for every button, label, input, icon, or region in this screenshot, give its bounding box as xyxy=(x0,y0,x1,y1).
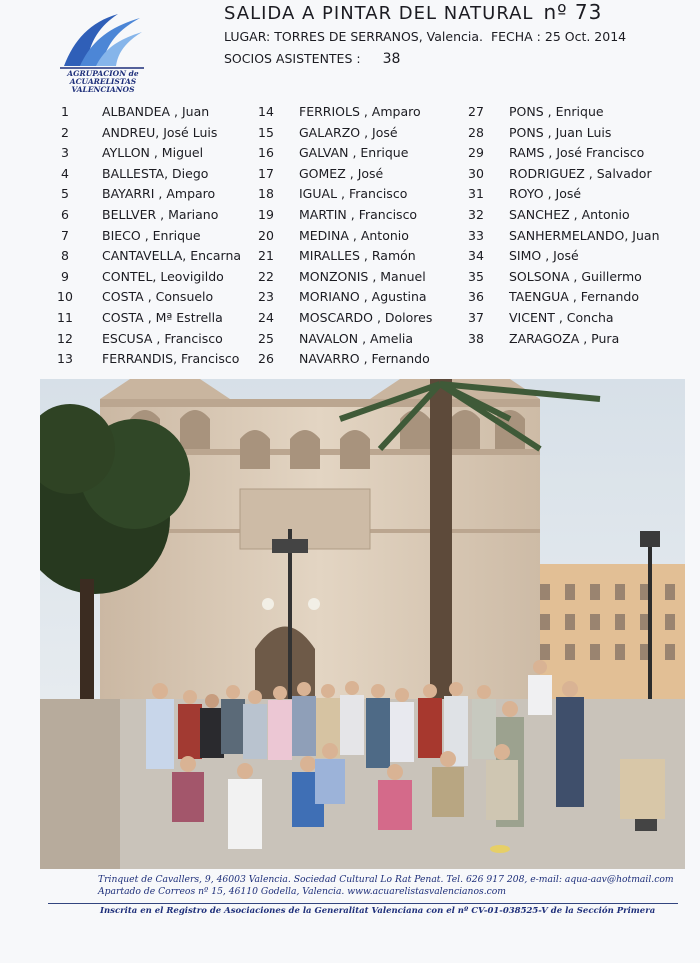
member-number: 11 xyxy=(57,310,73,325)
member-name: ESCUSA , Francisco xyxy=(102,330,223,346)
member-name: COSTA , Mª Estrella xyxy=(102,310,223,325)
member-name: MIRALLES , Ramón xyxy=(299,248,416,264)
member-name: FERRIOLS , Amparo xyxy=(299,104,421,119)
member-name: ZARAGOZA , Pura xyxy=(509,330,620,346)
attendees-label: SOCIOS ASISTENTES : xyxy=(224,51,361,66)
attendees-line xyxy=(224,51,400,67)
footer-divider xyxy=(48,903,678,904)
member-name: ANDREU, José Luis xyxy=(102,124,218,140)
member-name: ROYO , José xyxy=(509,186,582,202)
member-number: 13 xyxy=(57,351,73,367)
member-number: 34 xyxy=(468,248,484,264)
member-number: 2 xyxy=(61,124,69,140)
member-number: 1 xyxy=(61,104,69,119)
member-name: MONZONIS , Manuel xyxy=(299,268,426,284)
member-name: CONTEL, Leovigildo xyxy=(102,268,224,284)
member-name: BELLVER , Mariano xyxy=(102,207,219,222)
member-name: SIMO , José xyxy=(509,248,579,264)
member-name: COSTA , Consuelo xyxy=(102,289,214,305)
member-number: 30 xyxy=(468,165,484,181)
member-number: 16 xyxy=(258,145,274,161)
page-title xyxy=(224,0,602,24)
member-number: 21 xyxy=(258,248,274,264)
member-number: 10 xyxy=(57,289,73,305)
member-number: 20 xyxy=(258,227,274,243)
member-name: RODRIGUEZ , Salvador xyxy=(509,165,652,181)
address-line: Trinquet de Cavallers, 9, 46003 Valencia. Sociedad Cultural Lo Rat Penat. Tel. 626 917 208, e-mail: aqua-aav@hotmail.com xyxy=(98,874,674,885)
date-text: FECHA : 25 Oct. 2014 xyxy=(490,29,627,44)
member-number: 4 xyxy=(61,165,69,181)
member-number: 27 xyxy=(468,104,484,119)
member-number: 18 xyxy=(258,186,274,202)
member-number: 24 xyxy=(258,310,274,325)
member-number: 29 xyxy=(468,145,484,161)
member-name: MEDINA , Antonio xyxy=(299,227,409,243)
member-number: 33 xyxy=(468,227,484,243)
logo-line: VALENCIANOS xyxy=(71,85,135,94)
member-number: 3 xyxy=(61,145,69,161)
location-line xyxy=(224,29,626,44)
member-number: 38 xyxy=(468,330,484,346)
member-name: MOSCARDO , Dolores xyxy=(299,310,433,325)
member-name: BALLESTA, Diego xyxy=(102,165,209,181)
registry-line: Inscrita en el Registro de Asociaciones de la Generalitat Valenciana con el nº CV-01-038525-V de la Sección Primera xyxy=(100,906,656,916)
member-number: 26 xyxy=(258,351,274,367)
member-number: 36 xyxy=(468,289,484,305)
member-number: 6 xyxy=(61,207,69,222)
member-name: FERRANDIS, Francisco xyxy=(102,351,240,367)
member-name: ALBANDEA , Juan xyxy=(102,104,210,119)
member-number: 15 xyxy=(258,124,274,140)
contact-info xyxy=(98,874,674,898)
member-number: 7 xyxy=(61,227,69,243)
member-name: NAVALON , Amelia xyxy=(299,330,414,346)
member-number: 12 xyxy=(57,330,73,346)
member-name: MORIANO , Agustina xyxy=(299,289,427,305)
group-photo-illustration xyxy=(40,379,685,869)
group-photo xyxy=(40,379,685,869)
logo-line: AGRUPACION de xyxy=(67,69,139,78)
member-number: 23 xyxy=(258,289,274,305)
member-name: PONS , Juan Luis xyxy=(509,124,612,140)
member-number: 22 xyxy=(258,268,274,284)
member-name: SANCHEZ , Antonio xyxy=(509,207,630,222)
logo-line: ACUARELISTAS xyxy=(69,77,137,86)
member-name: AYLLON , Miguel xyxy=(102,145,204,161)
member-number: 28 xyxy=(468,124,484,140)
member-name: GALVAN , Enrique xyxy=(299,145,409,161)
member-name: GOMEZ , José xyxy=(299,165,384,181)
member-name: CANTAVELLA, Encarna xyxy=(102,248,242,264)
brush-wings-logo-icon xyxy=(60,10,144,70)
member-number: 32 xyxy=(468,207,484,222)
member-number: 5 xyxy=(61,186,69,202)
member-name: MARTIN , Francisco xyxy=(299,207,418,222)
member-number: 31 xyxy=(468,186,484,202)
member-name: GALARZO , José xyxy=(299,124,398,140)
title-text: SALIDA A PINTAR DEL NATURAL xyxy=(224,3,534,24)
member-name: PONS , Enrique xyxy=(509,104,604,119)
member-name: RAMS , José Francisco xyxy=(509,145,645,161)
member-number: 37 xyxy=(468,310,484,325)
member-name: SOLSONA , Guillermo xyxy=(509,268,642,284)
member-name: NAVARRO , Fernando xyxy=(299,351,430,367)
member-name: BAYARRI , Amparo xyxy=(102,186,216,202)
member-number: 8 xyxy=(61,248,69,264)
member-name: SANHERMELANDO, Juan xyxy=(509,227,660,243)
attendees-count: 38 xyxy=(382,51,401,67)
association-logo xyxy=(58,10,144,94)
outing-number: nº 73 xyxy=(543,0,603,24)
member-name: TAENGUA , Fernando xyxy=(509,289,639,305)
member-name: IGUAL , Francisco xyxy=(299,186,408,202)
member-number: 19 xyxy=(258,207,274,222)
member-name: BIECO , Enrique xyxy=(102,227,201,243)
member-name: VICENT , Concha xyxy=(509,310,614,325)
member-number: 25 xyxy=(258,330,274,346)
member-number: 35 xyxy=(468,268,484,284)
member-number: 17 xyxy=(258,165,274,181)
member-number: 9 xyxy=(61,268,69,284)
location-text: LUGAR: TORRES DE SERRANOS, Valencia. xyxy=(224,29,483,44)
member-number: 14 xyxy=(258,104,274,119)
postal-line: Apartado de Correos nº 15, 46110 Godella, Valencia. www.acuarelistasvalencianos.com xyxy=(98,886,506,897)
